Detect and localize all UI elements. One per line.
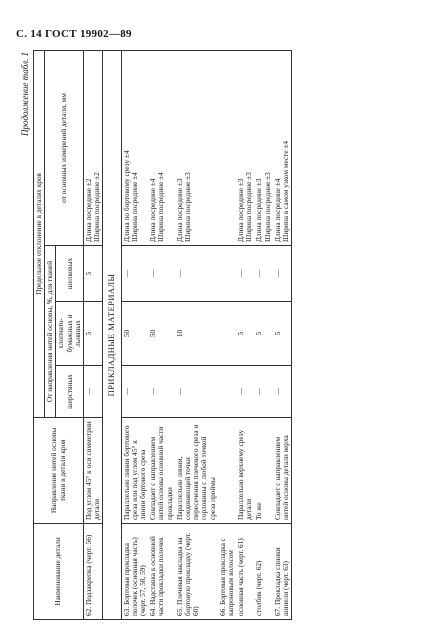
cell-tolerance: Длина посредине ±3 Ширина посредине ±3 [254, 51, 272, 246]
table-row [236, 51, 254, 620]
table-row [175, 51, 218, 620]
header-wool: шерстяных [56, 366, 84, 418]
cell-cotton: 5 [254, 302, 272, 366]
cell-cotton: 5 [273, 302, 292, 366]
table-row [148, 51, 175, 620]
cell-cotton: 10 [175, 302, 218, 366]
cell-cotton [218, 302, 236, 366]
header-name: Наименование детали [34, 524, 84, 620]
page-header: С. 14 ГОСТ 19902—89 [16, 28, 132, 40]
cell-cotton: 50 [121, 302, 148, 366]
cell-name: 66. Бортовая прокладка с капроновым волосом [218, 524, 236, 620]
cell-tolerance [218, 51, 236, 246]
cell-direction: Параллельно линии бортового среза или под углом 45° к линии бортового среза [121, 418, 148, 524]
cell-wool [218, 366, 236, 418]
cell-silk: — [236, 246, 254, 302]
section-title: ПРИКЛАДНЫЕ МАТЕРИАЛЫ [103, 51, 122, 620]
table-row [254, 51, 272, 620]
cell-tolerance: Длина по бортовому срезу ±4 Ширина посредине ±4 [121, 51, 148, 246]
cell-cotton: 5 [236, 302, 254, 366]
specification-table [33, 50, 292, 620]
cell-cotton: 50 [148, 302, 175, 366]
header-tolerance: от основных измерений детали, мм [45, 51, 84, 246]
cell-silk: — [254, 246, 272, 302]
header-direction: Направление нитей основы ткани в детали кроя [34, 418, 84, 524]
header-deviation-group: Предельное отклонение в деталях кроя [34, 51, 45, 418]
cell-wool: — [121, 366, 148, 418]
cell-cotton: 5 [83, 302, 102, 366]
cell-wool: — [254, 366, 272, 418]
table-row [83, 51, 102, 620]
cell-name: столбик (черт. 62) [254, 524, 272, 620]
table-row [121, 51, 148, 620]
section-body [103, 51, 122, 620]
cell-silk: 5 [83, 246, 102, 302]
header-cotton: хлопчато-бумажных и льняных [56, 302, 84, 366]
table-body-top [83, 51, 102, 620]
rotated-table-sheet [20, 50, 400, 620]
cell-tolerance: Длина посредине ±4 Ширина посредине ±4 [148, 51, 175, 246]
cell-wool: — [175, 366, 218, 418]
cell-name: 63. Бортовая прокладка полочек (основная часть) (черт. 57, 58, 59) [121, 524, 148, 620]
table-row [218, 51, 236, 620]
cell-name: основная часть (черт. 61) [236, 524, 254, 620]
cell-wool: — [236, 366, 254, 418]
cell-wool: — [148, 366, 175, 418]
header-silk: шелковых [56, 246, 84, 302]
cell-wool: — [83, 366, 102, 418]
cell-name: 64. Надставка к основной части прокладки полочек [148, 524, 175, 620]
cell-name: 67. Прокладка спинки шинели (черт. 63) [273, 524, 292, 620]
table-body-main [121, 51, 291, 620]
cell-direction: Совпадает с направлением нитей основы основной части прокладки [148, 418, 175, 524]
cell-silk: — [273, 246, 292, 302]
header-warp-group: От направления нитей основы, %, для тканей [45, 246, 56, 418]
cell-silk: — [175, 246, 218, 302]
cell-direction: Под углом 45° к оси симметрии детали [83, 418, 102, 524]
section-row [103, 51, 122, 620]
cell-silk: — [121, 246, 148, 302]
cell-wool: — [273, 366, 292, 418]
cell-direction: Параллельно линии, соединяющей точки пересечения плечевого среза и горловины с любой точкой среза проймы [175, 418, 218, 524]
cell-name: 62. Подзакрепка (черт. 56) [83, 524, 102, 620]
cell-name: 65. Плечевая накладка на бортовую прокладку (черт. 60) [175, 524, 218, 620]
cell-tolerance: Длина посредине ±3 Ширина посредине ±3 [175, 51, 218, 246]
cell-direction [218, 418, 236, 524]
cell-direction: Параллельно верхнему срезу детали [236, 418, 254, 524]
table-row [273, 51, 292, 620]
continuation-label: Продолжение табл. 1 [20, 52, 30, 136]
cell-silk: — [148, 246, 175, 302]
cell-tolerance: Длина посредине ±3 Ширина посредине ±3 [236, 51, 254, 246]
cell-direction: Совпадает с направлением нитей основы детали верха [273, 418, 292, 524]
cell-tolerance: Длина посредине ±2 Ширина посредине ±2 [83, 51, 102, 246]
cell-silk [218, 246, 236, 302]
cell-tolerance: Длина посредине ±4 Ширина в самом узком месте ±4 [273, 51, 292, 246]
cell-direction: То же [254, 418, 272, 524]
